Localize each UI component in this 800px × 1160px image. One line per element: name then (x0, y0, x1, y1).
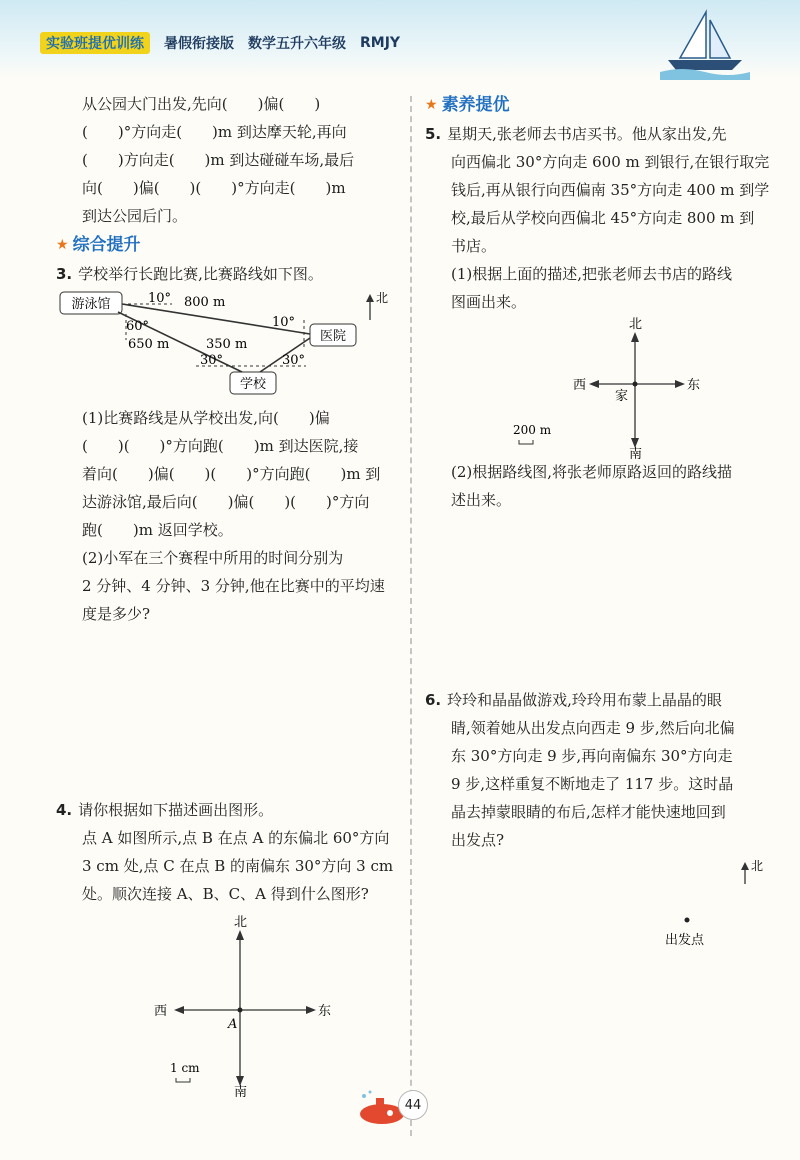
text-line: (1)比赛路线是从学校出发,向( )偏 (82, 409, 330, 427)
text-line: 向( )偏( )( )°方向走( )m (82, 179, 346, 197)
question-5-body (425, 148, 775, 316)
text-line: 钱后,再从银行向西偏南 35°方向走 400 m 到学 (451, 181, 770, 199)
pool-label: 游泳馆 (71, 297, 111, 312)
text-line: 向西偏北 30°方向走 600 m 到银行,在银行取完 (451, 153, 770, 171)
text-line: 图画出来。 (451, 293, 527, 311)
text-line: 校,最后从学校向西偏北 45°方向走 800 m 到 (451, 209, 755, 227)
angle-label: 10° (272, 315, 296, 330)
question-number: 6. (425, 691, 442, 709)
scale-label: 200 m (513, 423, 552, 437)
point-a-label: A (228, 1017, 238, 1032)
north-label: 北 (376, 291, 389, 305)
angle-label: 10° (148, 291, 172, 306)
q2-tail (56, 90, 401, 230)
question-4-stem (56, 796, 401, 824)
text-line: 从公园大门出发,先向( )偏( ) (82, 95, 321, 113)
text-line: 点 A 如图所示,点 B 在点 A 的东偏北 60°方向 (82, 829, 390, 847)
question-6-body (425, 714, 775, 854)
column-divider (410, 96, 412, 1136)
text-line: 睛,领着她从出发点向西走 9 步,然后向北偏 (451, 719, 735, 737)
text-line: 3 cm 处,点 C 在点 B 的南偏东 30°方向 3 cm (82, 857, 394, 875)
angle-label: 30° (282, 353, 306, 368)
edition-label: 暑假衔接版 (164, 36, 234, 52)
race-route-diagram (56, 290, 389, 400)
question-text: 学校举行长跑比赛,比赛路线如下图。 (78, 265, 323, 283)
home-label: 家 (615, 389, 629, 404)
angle-label: 60° (126, 319, 150, 334)
distance-label: 650 m (128, 337, 170, 352)
text-line: 述出来。 (451, 491, 512, 509)
code-label: RMJY (360, 35, 401, 51)
question-text: 请你根据如下描述画出图形。 (78, 801, 274, 819)
text-line: 达游泳馆,最后向( )偏( )( )°方向 (82, 493, 370, 511)
start-point-diagram[interactable] (425, 858, 775, 958)
text-line: 处。顺次连接 A、B、C、A 得到什么图形? (82, 885, 369, 903)
compass-diagram-q5[interactable] (425, 317, 765, 462)
sailboat-icon (660, 8, 750, 80)
text-line: (2)根据路线图,将张老师原路返回的路线描 (451, 463, 733, 481)
section-title-literacy (425, 90, 775, 120)
question-5-part2 (425, 458, 775, 514)
question-4-body (56, 824, 401, 908)
question-number: 5. (425, 125, 442, 143)
star-icon: ★ (425, 97, 438, 113)
question-text: 玲玲和晶晶做游戏,玲玲用布蒙上晶晶的眼 (447, 691, 722, 709)
text-line: 跑( )m 返回学校。 (82, 521, 233, 539)
question-6-stem (425, 686, 775, 714)
text-line: 书店。 (451, 237, 497, 255)
question-number: 3. (56, 265, 73, 283)
text-line: 到达公园后门。 (82, 207, 188, 225)
hospital-label: 医院 (319, 329, 347, 344)
text-line: ( )°方向走( )m 到达摩天轮,再向 (82, 123, 347, 141)
west-label: 西 (573, 378, 587, 393)
east-label: 东 (687, 378, 701, 393)
text-line: ( )( )°方向跑( )m 到达医院,接 (82, 437, 359, 455)
compass-diagram-q4[interactable] (56, 915, 386, 1100)
left-column (56, 90, 401, 1100)
text-line: 9 步,这样重复不断地走了 117 步。这时晶 (451, 775, 734, 793)
question-text: 星期天,张老师去书店买书。他从家出发,先 (447, 125, 727, 143)
section-title-text: 素养提优 (441, 95, 510, 115)
answer-space[interactable] (56, 628, 401, 796)
question-number: 4. (56, 801, 73, 819)
west-label: 西 (154, 1004, 168, 1019)
question-5-stem (425, 120, 775, 148)
page-number: 44 (398, 1090, 428, 1120)
north-label: 北 (751, 859, 764, 873)
series-title: 实验班提优训练 (40, 32, 150, 54)
distance-label: 350 m (206, 337, 248, 352)
text-line: ( )方向走( )m 到达碰碰车场,最后 (82, 151, 355, 169)
answer-space[interactable] (425, 514, 775, 686)
text-line: 度是多少? (82, 605, 151, 623)
text-line: 着向( )偏( )( )°方向跑( )m 到 (82, 465, 381, 483)
distance-label: 800 m (184, 295, 226, 310)
start-label: 出发点 (665, 933, 705, 948)
subject-label: 数学五升六年级 (248, 36, 346, 52)
east-label: 东 (318, 1004, 332, 1019)
page-header (0, 0, 800, 78)
school-label: 学校 (239, 377, 267, 392)
star-icon: ★ (56, 237, 69, 253)
text-line: 2 分钟、4 分钟、3 分钟,他在比赛中的平均速 (82, 577, 385, 595)
right-column (425, 90, 775, 958)
section-title-comprehensive (56, 230, 401, 260)
text-line: (1)根据上面的描述,把张老师去书店的路线 (451, 265, 733, 283)
angle-label: 30° (200, 353, 224, 368)
south-label: 南 (629, 447, 643, 462)
north-label: 北 (234, 915, 248, 930)
start-point (685, 918, 690, 923)
section-title-text: 综合提升 (72, 235, 141, 255)
text-line: 晶去掉蒙眼睛的布后,怎样才能快速地回到 (451, 803, 726, 821)
header-band (40, 32, 400, 54)
text-line: 出发点? (451, 831, 505, 849)
question-3-part2 (56, 544, 401, 628)
south-label: 南 (234, 1085, 248, 1100)
question-3-part1 (56, 404, 401, 544)
text-line: 东 30°方向走 9 步,再向南偏东 30°方向走 (451, 747, 733, 765)
question-3-stem (56, 260, 401, 288)
text-line: (2)小军在三个赛程中所用的时间分别为 (82, 549, 344, 567)
north-label: 北 (629, 317, 643, 332)
scale-label: 1 cm (170, 1061, 200, 1075)
